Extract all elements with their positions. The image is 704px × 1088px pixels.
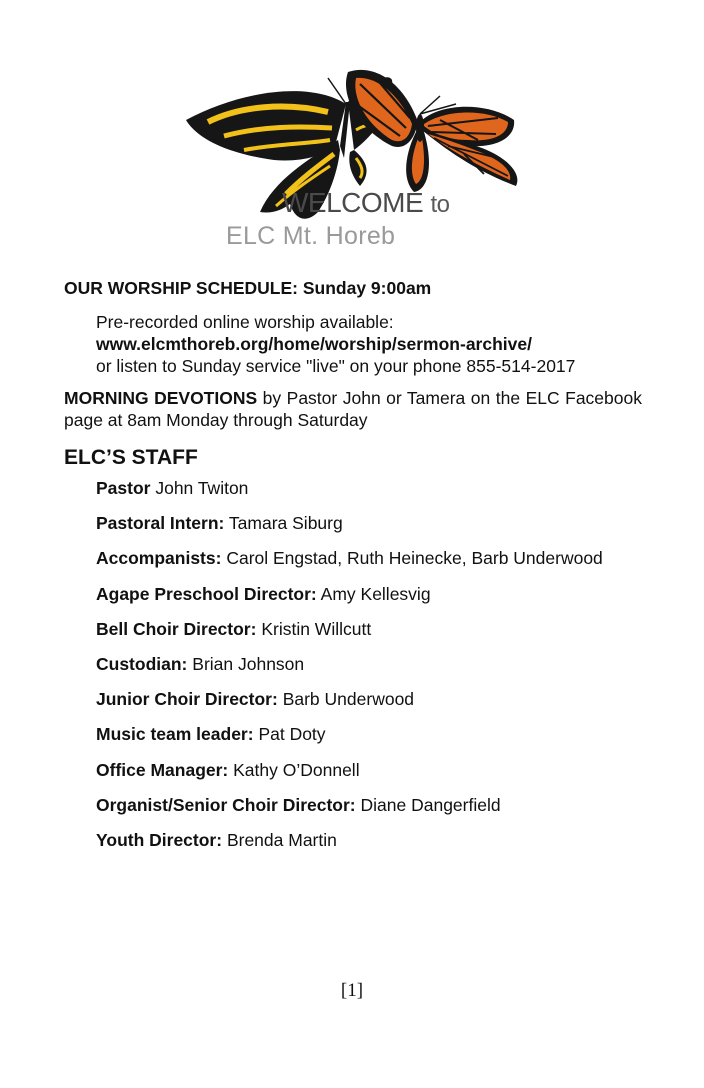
church-name: ELC Mt. Horeb (226, 222, 396, 250)
page-number: [1] (340, 980, 364, 1001)
staff-list (96, 477, 642, 864)
staff-role: Accompanists: (96, 548, 222, 569)
staff-item (96, 829, 642, 864)
sermon-archive-link[interactable]: www.elcmthoreb.org/home/worship/sermon-archive/ (96, 334, 532, 354)
monarch-butterfly-icon (346, 70, 517, 192)
staff-item (96, 618, 642, 653)
staff-item (96, 583, 642, 618)
staff-names: Kathy O’Donnell (233, 759, 360, 780)
staff-names: Amy Kellesvig (320, 583, 431, 604)
online-worship-line: Pre-recorded online worship available: (96, 312, 394, 332)
staff-role: Agape Preschool Director: (96, 583, 317, 604)
staff-role: Pastor (96, 478, 151, 498)
staff-item (96, 477, 642, 512)
staff-item (96, 547, 642, 582)
welcome-text: WELCOME (282, 187, 424, 218)
staff-names: Brian Johnson (192, 653, 305, 674)
staff-names: Barb Underwood (282, 689, 415, 710)
staff-role: Office Manager: (96, 759, 229, 780)
staff-item (96, 794, 642, 829)
worship-schedule: OUR WORSHIP SCHEDULE: Sunday 9:00am (64, 278, 432, 298)
staff-role: Custodian: (96, 653, 188, 674)
staff-role: Organist/Senior Choir Director: (96, 794, 356, 815)
welcome-heading (282, 187, 449, 219)
staff-role: Youth Director: (96, 829, 223, 850)
staff-heading: ELC’S STAFF (64, 446, 198, 469)
staff-names: John Twiton (155, 478, 249, 498)
staff-names: Pat Doty (258, 724, 326, 745)
staff-names: Carol Engstad, Ruth Heinecke, Barb Underwood (226, 548, 603, 569)
staff-names: Diane Dangerfield (360, 794, 501, 815)
staff-item (96, 688, 642, 723)
staff-role: Pastoral Intern: (96, 513, 225, 534)
devotions-text: by Pastor John or Tamera on the ELC Facebook page at 8am Monday through Saturday (64, 388, 642, 430)
staff-names: Tamara Siburg (228, 513, 343, 534)
staff-names: Brenda Martin (226, 829, 337, 850)
staff-role: Bell Choir Director: (96, 618, 257, 639)
online-worship-info (96, 311, 642, 377)
staff-item (96, 723, 642, 758)
staff-names: Kristin Willcutt (261, 618, 372, 639)
staff-item (96, 653, 642, 688)
phone-listen-line: or listen to Sunday service "live" on your phone 855-514-2017 (96, 356, 576, 376)
staff-role: Music team leader: (96, 724, 254, 745)
staff-item (96, 759, 642, 794)
devotions-title: MORNING DEVOTIONS (64, 388, 258, 408)
bulletin-content (64, 277, 642, 864)
staff-item (96, 512, 642, 547)
staff-role: Junior Choir Director: (96, 689, 278, 710)
welcome-to-text: to (430, 191, 450, 218)
morning-devotions (64, 387, 642, 431)
